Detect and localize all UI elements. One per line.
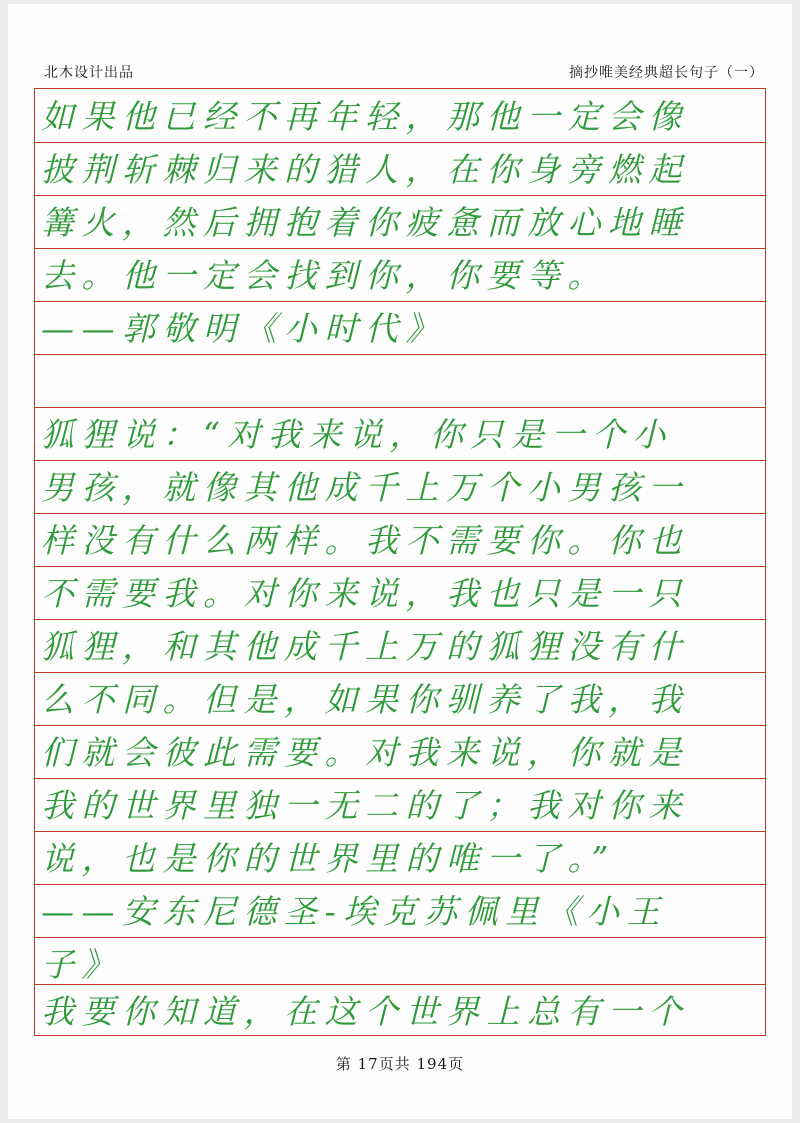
handwritten-line: 们就会彼此需要。对我来说，你就是: [41, 733, 689, 772]
handwritten-line: 么不同。但是，如果你驯养了我，我: [41, 680, 689, 719]
handwritten-line: 样没有什么两样。我不需要你。你也: [41, 521, 689, 560]
handwritten-line: 狐狸说：“对我来说，你只是一个小: [41, 415, 673, 454]
grid-row: [35, 460, 765, 513]
grid-row: [35, 89, 765, 142]
grid-row: [35, 566, 765, 619]
page-indicator: 第 17页共 194页: [335, 1055, 465, 1073]
grid-row: [35, 354, 765, 407]
grid-row: [35, 831, 765, 884]
handwritten-line: ——郭敬明《小时代》: [41, 309, 446, 348]
handwritten-line: 我的世界里独一无二的了；我对你来: [41, 786, 689, 825]
handwritten-line: 篝火，然后拥抱着你疲惫而放心地睡: [41, 203, 689, 242]
handwritten-line: 我要你知道，在这个世界上总有一个: [41, 992, 689, 1031]
handwritten-line: 如果他已经不再年轻，那他一定会像: [41, 97, 689, 136]
publisher-label: 北木设计出品: [44, 65, 134, 81]
grid-row: [35, 884, 765, 937]
handwritten-line: 男孩，就像其他成千上万个小男孩一: [41, 468, 689, 507]
handwritten-line: 子》: [41, 945, 122, 984]
grid-row: [35, 248, 765, 301]
grid-row: [35, 195, 765, 248]
grid-row: [35, 778, 765, 831]
grid-row: [35, 937, 765, 990]
document-title: 摘抄唯美经典超长句子（一）: [569, 65, 764, 81]
grid-row: [35, 984, 765, 1037]
handwritten-line: [41, 360, 761, 404]
handwritten-line: 去。他一定会找到你，你要等。: [41, 256, 608, 295]
grid-row: [35, 142, 765, 195]
grid-row: [35, 513, 765, 566]
writing-grid: [34, 88, 766, 1036]
handwritten-line: 说，也是你的世界里的唯一了。”: [41, 839, 616, 878]
grid-row: [35, 407, 765, 460]
grid-row: [35, 672, 765, 725]
grid-row: [35, 301, 765, 354]
handwritten-line: 不需要我。对你来说，我也只是一只: [41, 574, 689, 613]
handwritten-line: 狐狸，和其他成千上万的狐狸没有什: [41, 627, 689, 666]
handwritten-line: ——安东尼德圣-埃克苏佩里《小王: [41, 892, 668, 931]
grid-row: [35, 725, 765, 778]
grid-row: [35, 619, 765, 672]
handwritten-line: 披荆斩棘归来的猎人，在你身旁燃起: [41, 150, 689, 189]
